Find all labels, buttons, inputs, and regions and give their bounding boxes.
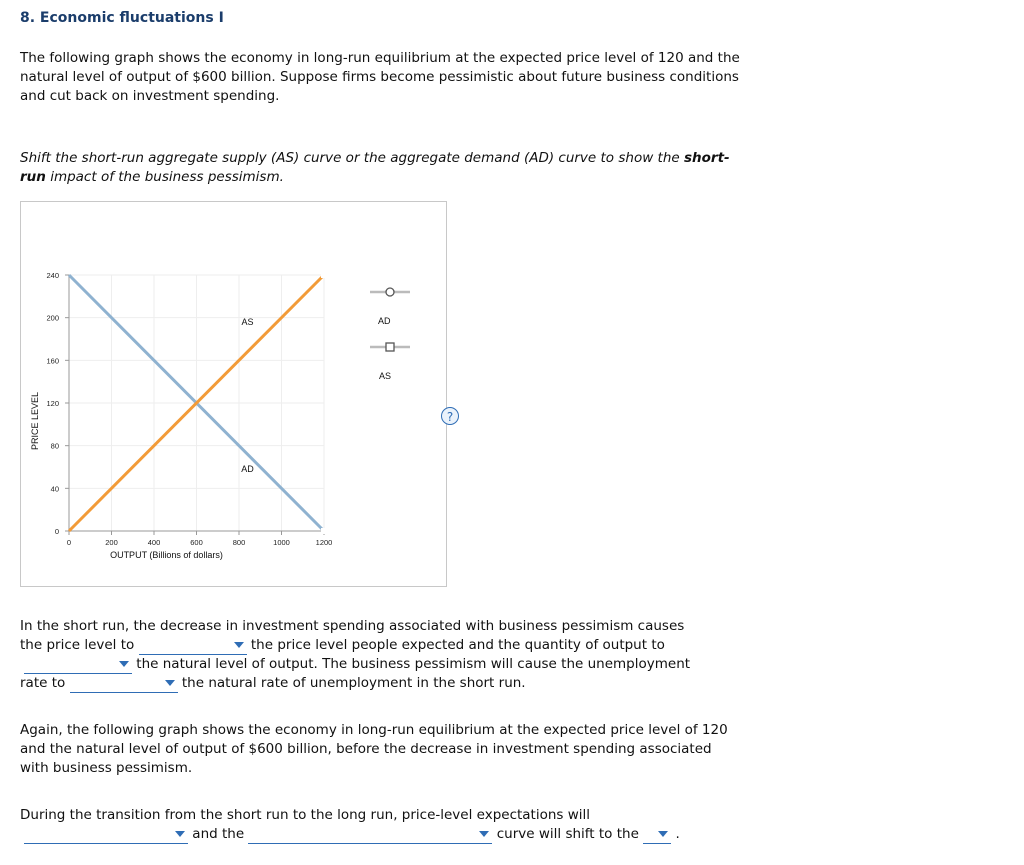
p2-line4-a: rate to (20, 675, 66, 691)
direction-dropdown[interactable] (643, 826, 671, 844)
palette-as-tool[interactable] (370, 343, 410, 381)
y-tick-label: 80 (50, 441, 59, 451)
y-axis-label: PRICE LEVEL (30, 391, 40, 451)
y-tick-label: 160 (46, 356, 59, 366)
p4-line2 (24, 825, 680, 844)
price-level-dropdown[interactable] (139, 637, 247, 655)
chevron-down-icon (119, 661, 129, 667)
y-tick-label: 200 (46, 313, 59, 323)
x-tick-label: 800 (232, 538, 246, 547)
p2-line2 (20, 636, 665, 655)
p2-line3 (24, 655, 690, 674)
chevron-down-icon (175, 831, 185, 837)
y-tick-label: 40 (50, 484, 59, 494)
help-icon[interactable]: ? (441, 407, 459, 425)
intro-paragraph: The following graph shows the economy in long-run equilibrium at the expected price level of 120 and the natural level of output of $600 billion. Suppose firms become pessimistic about future business conditions and cut back on investment spending. (20, 50, 740, 104)
x-tick-label: 1200 (315, 538, 333, 547)
x-tick-label: 1000 (273, 538, 290, 547)
ad-end-marker (321, 528, 327, 534)
p2-line1: In the short run, the decrease in investment spending associated with business pessimism causes (20, 618, 685, 634)
palette-as-label: AS (379, 371, 392, 381)
instruction-part1: Shift the short-run aggregate supply (AS) curve or the aggregate demand (AD) curve to show the (20, 150, 680, 166)
as-curve-label: AS (241, 317, 254, 328)
x-tick-label: 200 (105, 538, 118, 547)
ad-curve-label: AD (241, 464, 254, 475)
p2-line2-a: the price level to (20, 637, 135, 653)
y-tick-label: 240 (46, 271, 59, 280)
x-tick-label: 600 (190, 538, 203, 547)
p4-line2-c: curve will shift to the (496, 826, 639, 842)
chevron-down-icon (234, 642, 244, 648)
p4-line1: During the transition from the short run to the long run, price-level expectations will (20, 807, 591, 823)
p4-end: . (675, 826, 680, 842)
chevron-down-icon (658, 831, 668, 837)
as-end-marker (321, 272, 327, 278)
instruction-bold: short-run (20, 150, 730, 185)
chevron-down-icon (165, 680, 175, 686)
p3-paragraph: Again, the following graph shows the economy in long-run equilibrium at the expected price level of 120 and the natural level of output of $600 billion, before the decrease in investment spending associated with business pessimism. (20, 722, 728, 776)
instruction-part2: impact of the business pessimism. (50, 169, 284, 185)
palette-ad-label: AD (378, 316, 391, 326)
p2-line4 (20, 674, 526, 693)
p2-line4-b: the natural rate of unemployment in the short run. (181, 675, 526, 691)
x-axis-label: OUTPUT (Billions of dollars) (110, 550, 223, 560)
ad-as-chart[interactable] (21, 202, 448, 588)
y-tick-label: 120 (46, 399, 59, 408)
expectations-dropdown[interactable] (24, 826, 188, 844)
output-dropdown[interactable] (24, 656, 132, 674)
p2-line3-b: the natural level of output. The business pessimism will cause the unemployment (136, 656, 691, 672)
chevron-down-icon (479, 831, 489, 837)
palette-ad-tool[interactable] (370, 288, 410, 326)
question-title: 8. Economic fluctuations I (20, 10, 224, 26)
curve-dropdown[interactable] (248, 826, 492, 844)
graph-panel (20, 201, 454, 587)
axes (30, 271, 332, 560)
x-tick-label: 400 (147, 538, 161, 547)
y-tick-label: 0 (54, 527, 59, 536)
instruction-text (20, 149, 740, 187)
p4-line2-b: and the (192, 826, 245, 842)
x-tick-label: 0 (66, 538, 72, 547)
unemployment-dropdown[interactable] (70, 675, 178, 693)
p2-line2-b: the price level people expected and the quantity of output to (250, 637, 665, 653)
